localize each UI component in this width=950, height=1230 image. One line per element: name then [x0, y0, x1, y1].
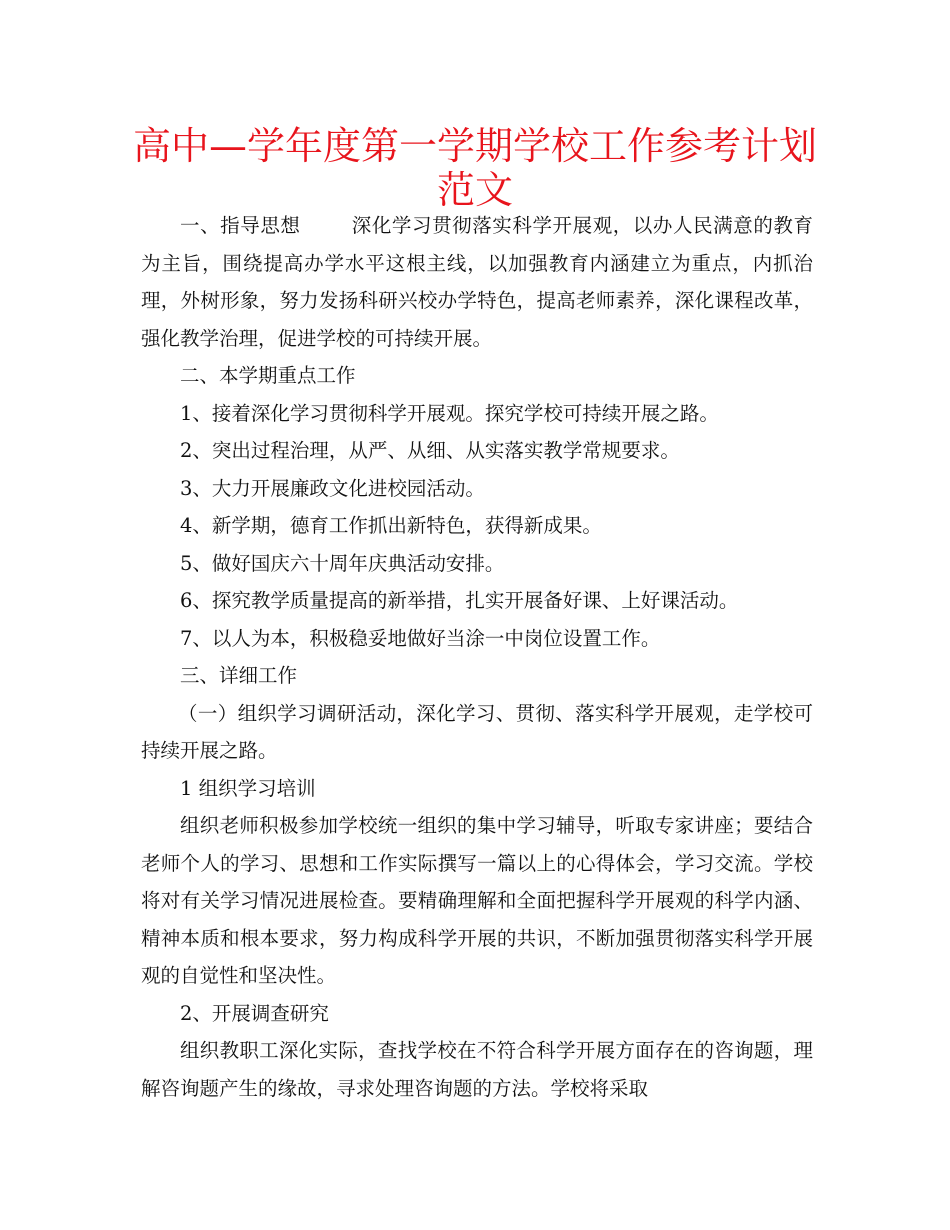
item-2-heading: 2、开展调查研究	[180, 1001, 329, 1025]
key-item-4: 4、新学期，德育工作抓出新特色，获得新成果。	[180, 514, 602, 537]
key-item-2: 2、突出过程治理，从严、从细、从实落实教学常规要求。	[180, 439, 680, 462]
subsection-1-heading: （一）组织学习调研活动，深化学习、贯彻、落实科学开展观，走学校可持续开展之路。	[141, 701, 813, 762]
item-1-paragraph: 组织老师积极参加学校统一组织的集中学习辅导，听取专家讲座；要结合老师个人的学习、思想和工作实际撰写一篇以上的心得体会，学习交流。学校将对有关学习情况进展检查。要精确理解和全面把握科学开展观的科学内涵、精神本质和根本要求，努力构成科学开展的共识，不断加强贯彻落实科学开展观的自觉性和坚决性。	[141, 814, 813, 987]
item-2-paragraph: 组织教职工深化实际，查找学校在不符合科学开展方面存在的咨询题，理解咨询题产生的缘故，寻求处理咨询题的方法。学校将采取	[141, 1039, 813, 1100]
item-1-heading: 1 组织学习培训	[180, 776, 316, 800]
key-item-3: 3、大力开展廉政文化进校园活动。	[180, 476, 485, 500]
document-title-line-1: 高中—学年度第一学期学校工作参考计划	[132, 124, 817, 168]
key-item-1: 1、接着深化学习贯彻科学开展观。探究学校可持续开展之路。	[180, 401, 719, 425]
section-1-text: 深化学习贯彻落实科学开展观，以办人民满意的教育为主旨，围绕提高办学水平这根主线，以加强教育内涵建立为重点，内抓治理，外树形象，努力发扬科研兴校办学特色，提高老师素养，深化课程改革，强化教学治理，促进学校的可持续开展。	[141, 214, 813, 350]
section-3-heading: 三、详细工作	[180, 664, 298, 687]
document-body	[141, 207, 813, 1107]
section-2-heading: 二、本学期重点工作	[180, 364, 356, 387]
section-1-heading: 一、指导思想	[180, 214, 301, 237]
document-title-line-2: 范文	[436, 168, 513, 212]
key-item-5: 5、做好国庆六十周年庆典活动安排。	[180, 551, 505, 575]
key-item-7: 7、以人为本，积极稳妥地做好当涂一中岗位设置工作。	[180, 626, 661, 650]
key-item-6: 6、探究教学质量提高的新举措，扎实开展备好课、上好课活动。	[180, 589, 739, 612]
section-1-paragraph	[141, 207, 813, 357]
